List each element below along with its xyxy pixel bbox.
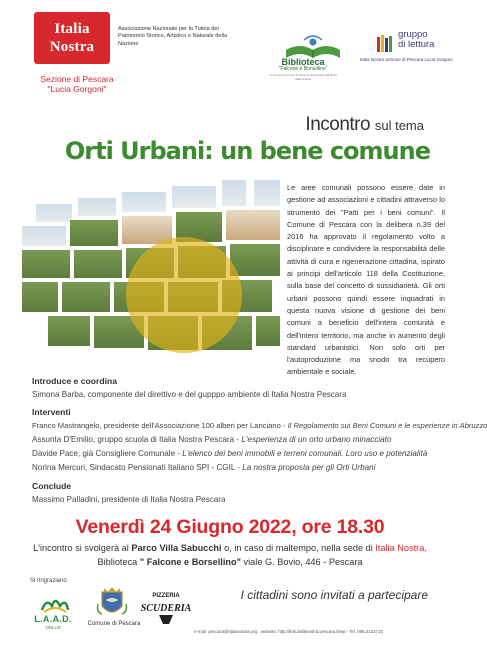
photo-tile xyxy=(254,180,280,206)
speaker-line xyxy=(32,449,442,458)
invitation-text: I cittadini sono invitati a partecipare xyxy=(240,588,428,602)
photo-tile xyxy=(74,250,122,278)
pizzeria-scuderia-logo xyxy=(140,588,192,628)
venue-line-2 xyxy=(0,557,460,567)
reading-group-line-2: di lettura xyxy=(398,39,435,50)
talk-title: La nostra proposta per gli Orti Urbani xyxy=(242,463,376,472)
interventi-heading: Interventi xyxy=(32,407,71,417)
reading-group-subtitle: Italia Nostra sezione di Pescara Lucia Gorgoni xyxy=(360,57,453,62)
comune-name: Comune di Pescara xyxy=(87,621,141,627)
venue-line-1 xyxy=(0,543,460,553)
intro-paragraph: Le aree comunali possono essere date in gestione ad associazioni e cittadini attraverso lo strumento dei "Patti per i beni comuni". Il Comune di Pescara con la delibera n.39 del 2016 ha approvato il regolamento volto a disciplinare e condividere la responsabilità delle attività di cura e rigenerazione cittadina, ispirato ai principi dell'articolo 118 della Costituzione, sulla base del concetto di sussidiarietà. Gli orti urbani possono quindi essere inquadrati in questa nuova visione di gestione dei beni comuni a beneficio dell'intera comunità e dell'intero territorio, ma anche in aumento degli standard urbanistici. Non solo orti per l'autoproduzione ma snodo tra recupero ambientale e sociale. xyxy=(287,183,445,377)
comune-pescara-crest-icon xyxy=(94,584,130,620)
reading-group-line-1: gruppo xyxy=(398,29,428,40)
incontro-word: Incontro xyxy=(305,114,371,135)
photo-tile xyxy=(36,204,72,222)
speaker-name: Franco Mastrangelo, presidente dell'Associazione 100 alberi per Lanciano - xyxy=(32,421,288,430)
photo-tile xyxy=(70,220,118,246)
moderator-role: , componente del direttivo e del gupppo ambiente di Italia Nostra Pescara xyxy=(83,390,347,399)
photo-tile xyxy=(226,210,280,240)
reading-group-title xyxy=(398,30,458,50)
event-kicker xyxy=(0,114,424,136)
moderator-name: Simona Barba xyxy=(32,390,84,399)
photo-tile xyxy=(62,282,110,312)
conclude-line: Massimo Palladini, presidente di Italia Nostra Pescara xyxy=(32,495,226,504)
conclude-heading: Conclude xyxy=(32,481,72,491)
section-line-1: Sezione di Pescara xyxy=(40,74,114,84)
sul-tema-word: sul tema xyxy=(374,118,424,133)
yellow-circle-overlay xyxy=(126,237,242,353)
library-name: Biblioteca xyxy=(281,57,325,67)
venue-mid: o, in caso di maltempo, nella sede di xyxy=(221,543,376,553)
laad-name: L.A.A.D. xyxy=(34,614,72,624)
photo-tile xyxy=(22,250,70,278)
venue-park: Parco Villa Sabucchi xyxy=(131,543,222,553)
photo-tile xyxy=(22,226,66,246)
main-title: Orti Urbani: un bene comune xyxy=(64,137,430,165)
speaker-name: Assunta D'Emilio, gruppo scuola di Italia Nostra Pescara - xyxy=(32,435,242,444)
italia-nostra-logo xyxy=(34,12,110,64)
logo-line-2: Nostra xyxy=(49,39,95,55)
venue2-address: viale G. Bovio, 446 - Pescara xyxy=(240,557,363,567)
introduce-line xyxy=(32,390,442,399)
photo-tile xyxy=(256,316,280,346)
logo-line-1: Italia xyxy=(54,21,90,37)
photo-tile xyxy=(48,316,90,346)
photo-tile xyxy=(78,198,116,216)
photo-tile xyxy=(230,244,280,276)
pizzeria-top-text: PIZZERIA xyxy=(152,593,180,599)
contact-info: e-mail: pescara@italianostra.org , website: http://link.italianostra.pescara.it/wp - Tel. 085.2122710 xyxy=(194,629,383,634)
talk-title: L'esperienza di un orto urbano minacciato xyxy=(241,435,392,444)
event-date: Venerdì 24 Giugno 2022, ore 18.30 xyxy=(75,516,385,538)
laad-subtitle: ONLUS xyxy=(45,625,61,630)
talk-title: Il Regolamento sui Beni Comuni e le esperienze in Abruzzo xyxy=(287,421,487,430)
venue-org: Italia Nostra, xyxy=(375,543,427,553)
photo-tile xyxy=(172,186,216,208)
reading-group-books-icon xyxy=(376,34,396,54)
venue2-prefix: Biblioteca xyxy=(97,557,138,567)
venue2-library: " Falcone e Borsellino" xyxy=(139,557,241,567)
speaker-line xyxy=(32,421,487,430)
association-description: Associazione Nazionale per la Tutela del Patrimonio Storico, Artistico e Naturale della Nazione xyxy=(118,26,228,47)
speaker-name: Davide Pace, già Consigliere Comunale - xyxy=(32,449,183,458)
photo-tile xyxy=(22,282,58,312)
photo-tile xyxy=(222,180,246,206)
section-name xyxy=(22,74,132,94)
speaker-line xyxy=(32,463,442,472)
introduce-heading: Introduce e coordina xyxy=(32,376,117,386)
photo-tile xyxy=(122,192,166,212)
section-line-2: "Lucia Gorgoni" xyxy=(47,84,107,94)
talk-title: L'elenco dei beni immobili e terreni comunali. Loro uso e potenzialità xyxy=(182,449,428,458)
venue-prefix: L'incontro si svolgerà al xyxy=(33,543,132,553)
thanks-label: Si ringraziano xyxy=(30,578,67,584)
speaker-name: Norina Mercuri, Sindacato Pensionati Italiano SPI - CGIL - xyxy=(32,463,243,472)
speaker-line xyxy=(32,435,442,444)
library-subtitle: "Falcone e Borsellino" xyxy=(278,66,328,72)
library-note: in convenzione con il Comune di Pescara dal 2014 Italia Nostra xyxy=(269,73,337,81)
pizzeria-name-text: SCUDERIA xyxy=(140,603,192,614)
